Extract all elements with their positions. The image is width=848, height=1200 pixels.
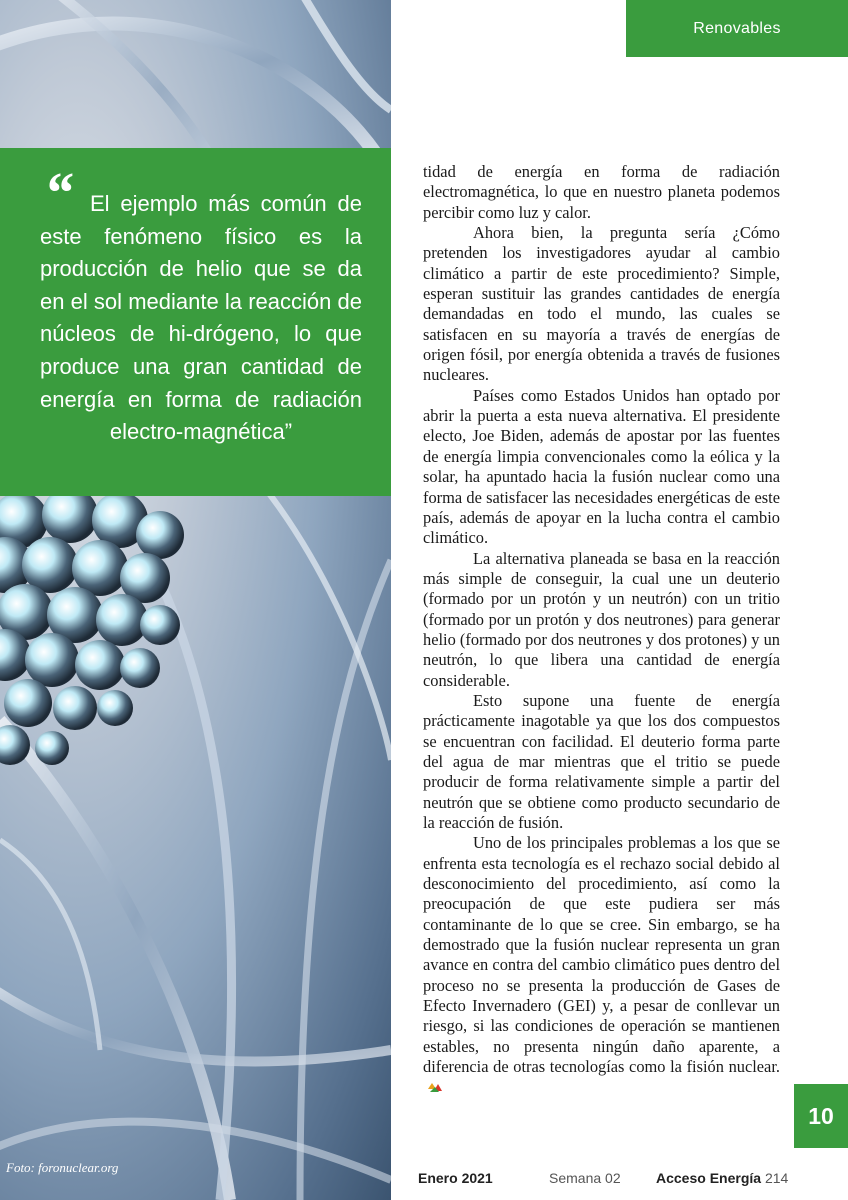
pull-quote-line: la producción de helio que: [40, 223, 362, 282]
body-paragraph: tidad de energía en forma de radiación electromagnética, lo que en nuestro planeta podemos percibir como luz y calor.: [423, 162, 780, 222]
footer-date: Enero 2021: [418, 1170, 493, 1186]
pull-quote-line: reacción de núcleos de hi-: [40, 288, 362, 347]
article-body: [423, 162, 780, 1098]
pull-quote-line: de este fenómeno físico es: [40, 191, 362, 249]
pull-quote-line: El ejemplo más común: [90, 191, 327, 216]
pull-quote-line: drógeno, lo que produce una: [40, 321, 362, 379]
page-number: 10: [794, 1084, 848, 1148]
body-paragraph: Uno de los principales problemas a los que se enfrenta esta tecnología es el rechazo social debido al desconocimiento del procedimiento, así como la preocupación de que este pudiera ser más contaminante de lo que se cree. Sin embargo, se ha demostrado que la fusión nuclear representa un gran avance en contra del cambio climático pues dentro del proceso no se presenta la producción de Gases de Efecto Invernadero (GEI) y, a pesar de conllevar un riesgo, si las condiciones de operación se mantienen estables, no presenta ningún daño aparente, a diferencia de otras tecnologías como la fisión nuclear.: [423, 833, 780, 1077]
brand-logo-icon: [427, 1081, 443, 1093]
pull-quote-line: se da en el sol mediante la: [40, 256, 362, 314]
body-paragraph: La alternativa planeada se basa en la reacción más simple de conseguir, la cual une un deuterio (formado por un protón y un neutrón) con un tritio (formado por un protón y dos neutrones) para generar helio (formado por dos neutrones y dos protones) y un neutrón, lo que libera una cantidad de energía considerable.: [423, 548, 780, 690]
footer-week: Semana 02: [549, 1170, 621, 1186]
magazine-name: Acceso Energía: [656, 1170, 762, 1186]
section-tab: Renovables: [626, 0, 848, 57]
body-paragraph: Esto supone una fuente de energía prácticamente inagotable ya que los dos compuestos se encuentran con facilidad. El deuterio forma parte del agua de mar mientras que el tritio se puede producir de forma relativamente simple a partir del neutrón que se obtiene como producto secundario de la reacción de fusión.: [423, 690, 780, 832]
body-paragraph: Ahora bien, la pregunta sería ¿Cómo pretenden los investigadores ayudar al cambio climático a partir de este procedimiento? Simple, esperan sustituir las grandes cantidades de energía demandadas en todo el mundo, las cuales se satisfacen en su mayoría a través de energías de origen fósil, por energía obtenida a través de fusiones nucleares.: [423, 223, 780, 385]
body-paragraph: Países como Estados Unidos han optado por abrir la puerta a esta nueva alternativa. El presidente electo, Joe Biden, además de apostar por las fuentes de energía limpia convencionales como la eólica y la solar, ha apuntado hacia la fusión nuclear como una forma de satisfacer las necesidades energéticas de este país, además de apoyar en la lucha contra el cambio climático.: [423, 385, 780, 548]
issue-number: 214: [764, 1170, 789, 1186]
quote-mark: “: [44, 160, 73, 225]
pull-quote: [40, 188, 362, 449]
body-paragraph-last: [423, 833, 780, 1097]
footer-magazine: [656, 1170, 788, 1186]
pull-quote-line: forma de radiación electro-: [109, 386, 362, 445]
pull-quote-line: magnética”: [183, 419, 293, 445]
photo-credit: Foto: foronuclear.org: [6, 1160, 119, 1175]
pull-quote-line: gran cantidad de energía en: [40, 353, 362, 412]
